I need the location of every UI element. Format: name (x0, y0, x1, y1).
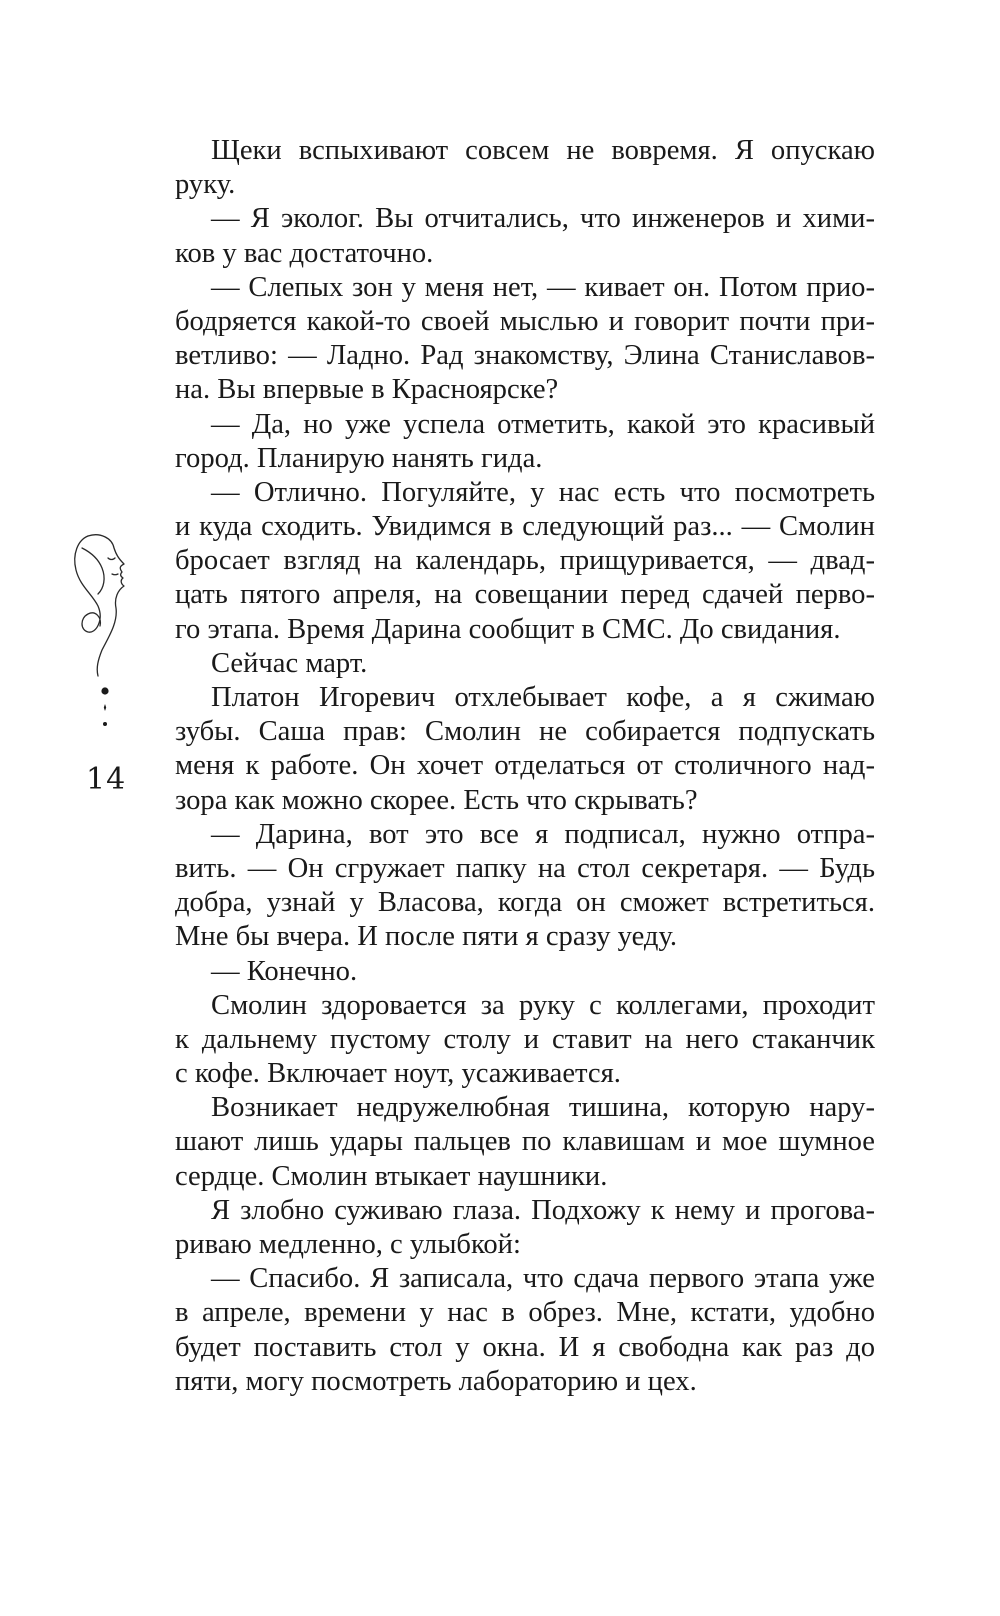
text-line: — Да, но уже успела отметить, какой это красивый (211, 408, 875, 440)
page-number: 14 (86, 762, 127, 797)
text-line: пяти, могу посмотреть лабораторию и цех. (175, 1365, 697, 1397)
text-line: город. Планирую нанять гида. (175, 442, 543, 474)
text-line: зубы. Саша прав: Смолин не собирается подпускать (175, 716, 875, 748)
text-line: — Конечно. (211, 955, 358, 987)
text-line: го этапа. Время Дарина сообщит в СМС. До свидания. (175, 613, 841, 645)
vertical-dots-ornament-icon (98, 686, 112, 734)
text-line: — Я эколог. Вы отчитались, что инженеров и хими- (211, 203, 875, 235)
text-line: будет поставить стол у окна. И я свободна как раз до (175, 1331, 875, 1363)
text-line: ков у вас достаточно. (175, 237, 434, 269)
text-line: сердце. Смолин втыкает наушники. (175, 1160, 608, 1192)
text-line: бросает взгляд на календарь, прищуривается, — двад- (175, 545, 875, 577)
text-line: Я злобно суживаю глаза. Подхожу к нему и прогова- (211, 1194, 875, 1226)
text-line: — Дарина, вот это все я подписал, нужно отпра- (211, 818, 875, 850)
text-line: цать пятого апреля, на совещании перед сдачей перво- (175, 579, 875, 611)
text-line: Щеки вспыхивают совсем не вовремя. Я опускаю (211, 135, 875, 166)
text-line: риваю медленно, с улыбкой: (175, 1229, 521, 1260)
text-line: Мне бы вчера. И после пяти я сразу уеду. (175, 921, 678, 953)
text-line: и куда сходить. Увидимся в следующий раз... — Смолин (175, 511, 875, 543)
text-line: бодряется какой-то своей мыслью и говорит почти при- (175, 305, 875, 337)
text-line: в апреле, времени у нас в обрез. Мне, кстати, удобно (175, 1297, 875, 1329)
text-line: вить. — Он сгружает папку на стол секретаря. — Будь (175, 852, 875, 884)
face-profile-line-art-icon (68, 528, 153, 678)
text-line: Платон Игоревич отхлебывает кофе, а я сжимаю (211, 682, 875, 713)
text-line: Возникает недружелюбная тишина, которую нару- (211, 1092, 875, 1124)
text-line: — Слепых зон у меня нет, — кивает он. Потом прио- (211, 271, 875, 303)
text-line: Смолин здоровается за руку с коллегами, проходит (211, 989, 875, 1021)
text-line: с кофе. Включает ноут, усаживается. (175, 1058, 621, 1090)
text-line: ветливо: — Ладно. Рад знакомству, Элина Станиславов- (175, 340, 875, 372)
text-line: зора как можно скорее. Есть что скрывать? (175, 784, 698, 816)
text-line: руку. (175, 169, 236, 201)
text-line: шают лишь удары пальцев по клавишам и мое шумное (175, 1126, 875, 1158)
text-line: меня к работе. Он хочет отделаться от столичного над- (175, 750, 875, 782)
text-line: добра, узнай у Власова, когда он сможет встретиться. (175, 887, 875, 919)
text-line: — Отлично. Погуляйте, у нас есть что посмотреть (211, 476, 875, 508)
body-text (175, 134, 875, 1399)
text-line: — Спасибо. Я записала, что сдача первого этапа уже (211, 1263, 875, 1295)
text-line: к дальнему пустому столу и ставит на него стаканчик (175, 1023, 875, 1055)
text-line: Сейчас март. (211, 647, 368, 679)
text-line: на. Вы впервые в Красноярске? (175, 374, 559, 406)
